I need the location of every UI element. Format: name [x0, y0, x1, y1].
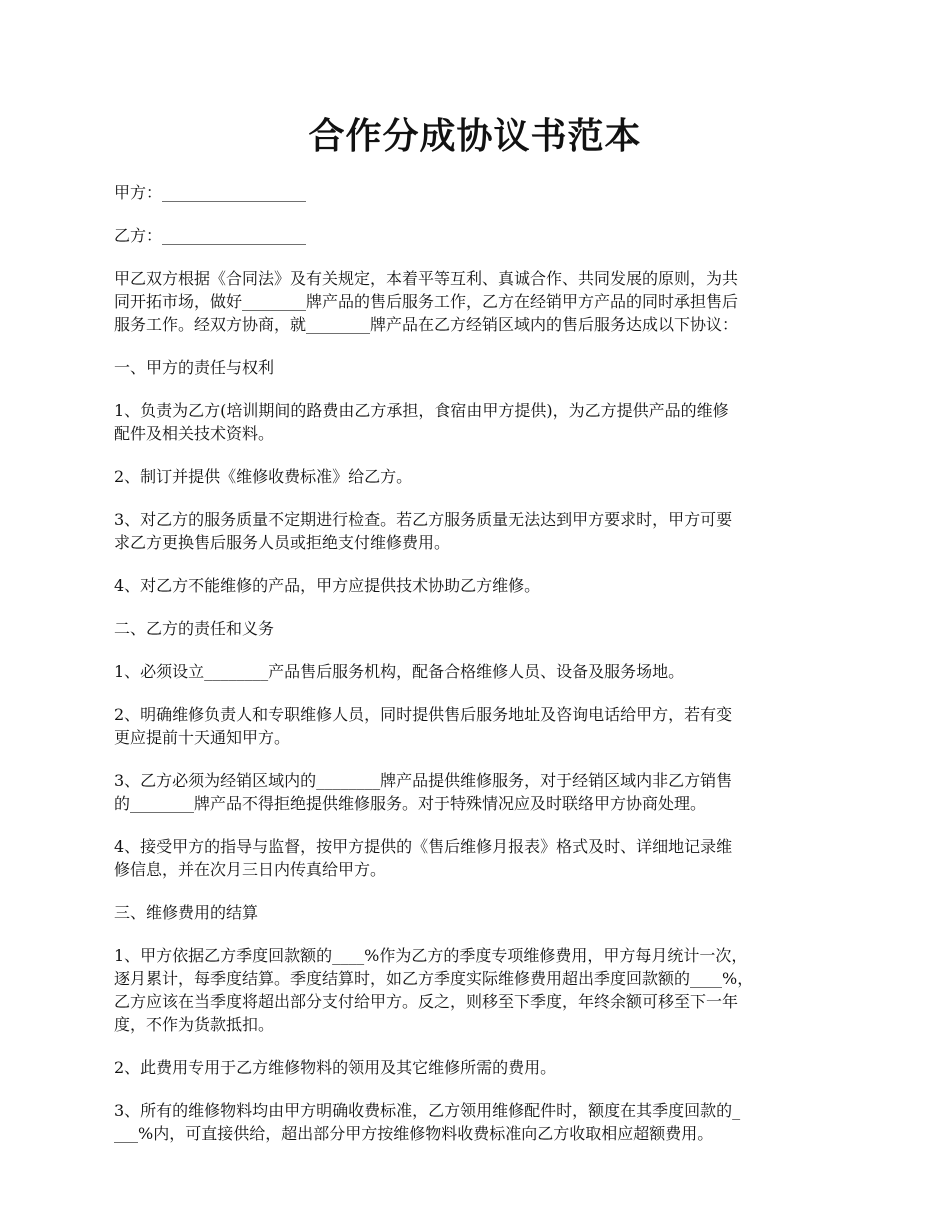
section-heading: 二、乙方的责任和义务 [114, 619, 275, 638]
clause-paragraph: 4、对乙方不能维修的产品，甲方应提供技术协助乙方维修。 [114, 576, 541, 595]
clause-paragraph: 2、明确维修负责人和专职维修人员，同时提供售后服务地址及咨询电话给甲方，若有变 更应提前十天通知甲方。 [114, 705, 733, 747]
clause-paragraph: 2、制订并提供《维修收费标准》给乙方。 [114, 467, 413, 486]
intro-paragraph: 甲乙双方根据《合同法》及有关规定，本着平等互利、真诚合作、共同发展的原则，为共 同开拓市场，做好________牌产品的售后服务工作，乙方在经销甲方产品的同时承担售后 服务工作。经双方协商，就________牌产品在乙方经销区域内的售后服务达成以下协议： [114, 269, 739, 334]
clause-paragraph: 2、此费用专用于乙方维修物料的领用及其它维修所需的费用。 [114, 1058, 557, 1077]
clause-paragraph: 3、对乙方的服务质量不定期进行检查。若乙方服务质量无法达到甲方要求时，甲方可要 求乙方更换售后服务人员或拒绝支付维修费用。 [114, 510, 733, 552]
section-heading: 一、甲方的责任与权利 [114, 358, 275, 377]
clause-paragraph: 1、负责为乙方(培训期间的路费由乙方承担，食宿由甲方提供)，为乙方提供产品的维修 配件及相关技术资料。 [114, 401, 729, 443]
party-b-line: 乙方：__________________ [114, 226, 307, 245]
document-body [114, 181, 838, 1165]
clause-paragraph: 1、甲方依据乙方季度回款额的____%作为乙方的季度专项维修费用，甲方每月统计一次， 逐月累计，每季度结算。季度结算时，如乙方季度实际维修费用超出季度回款额的____%， 乙方应该在当季度将超出部分支付给甲方。反之，则移至下季度，年终余额可移至下一年 度，不作为货款抵扣。 [114, 946, 754, 1034]
clause-paragraph: 3、所有的维修物料均由甲方明确收费标准，乙方领用维修配件时，额度在其季度回款的_ ___%内，可直接供给，超出部分甲方按维修物料收费标准向乙方收取相应超额费用。 [114, 1101, 741, 1143]
section-heading: 三、维修费用的结算 [114, 903, 259, 922]
clause-paragraph: 4、接受甲方的指导与监督，按甲方提供的《售后维修月报表》格式及时、详细地记录维 修信息，并在次月三日内传真给甲方。 [114, 837, 733, 879]
clause-paragraph: 3、乙方必须为经销区域内的________牌产品提供维修服务，对于经销区域内非乙方销售 的________牌产品不得拒绝提供维修服务。对于特殊情况应及时联络甲方协商处理。 [114, 771, 733, 813]
document-title: 合作分成协议书范本 [308, 115, 642, 157]
party-a-line: 甲方：__________________ [114, 183, 307, 202]
clause-paragraph: 1、必须设立________产品售后服务机构，配备合格维修人员、设备及服务场地。 [114, 662, 685, 681]
